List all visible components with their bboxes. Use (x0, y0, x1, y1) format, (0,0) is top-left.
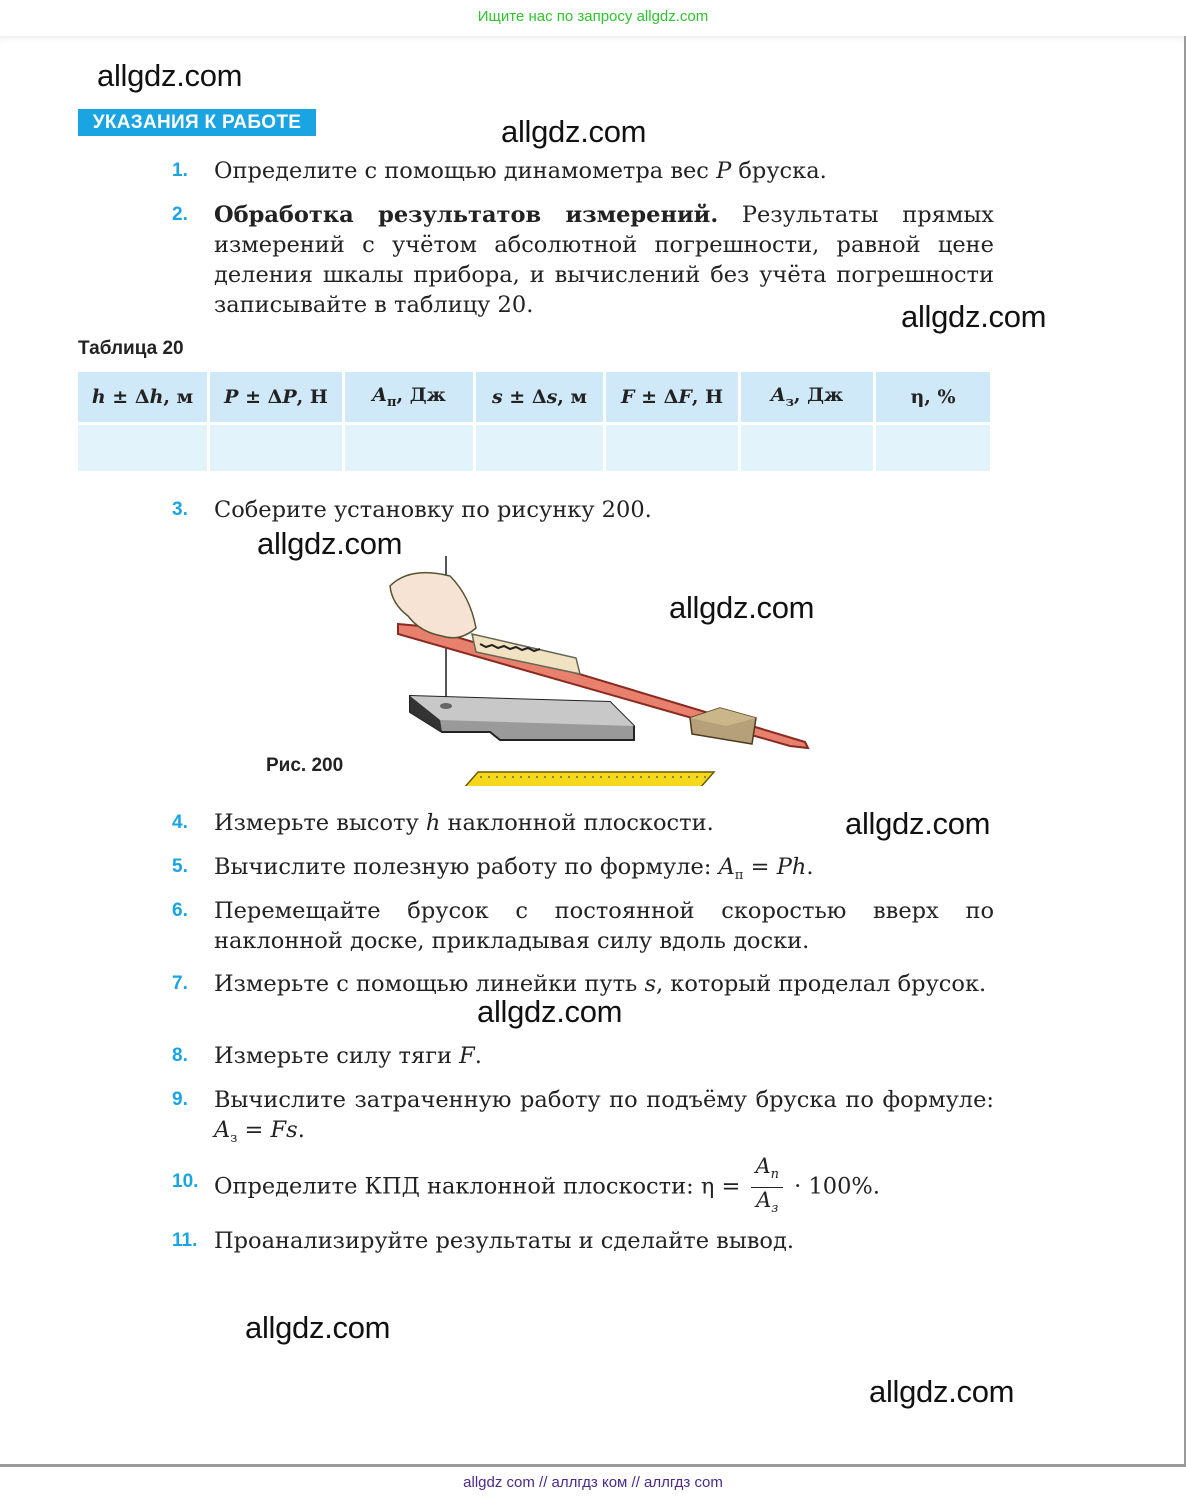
table-row (78, 425, 990, 471)
results-table (75, 372, 993, 471)
table-cell (345, 425, 473, 471)
table-header: F ± ΔF, Н (606, 372, 738, 425)
step-6 (172, 896, 994, 956)
inclined-plane-figure (380, 556, 820, 786)
ruler (464, 772, 714, 786)
step-2 (172, 200, 994, 320)
step-number: 9. (172, 1089, 188, 1110)
table-header: P ± ΔP, Н (210, 372, 342, 425)
top-banner: Ищите нас по запросу allgdz.com (477, 8, 709, 25)
watermark: allgdz.com (901, 299, 1047, 334)
watermark: allgdz.com (477, 994, 623, 1029)
table-cell (476, 425, 603, 471)
table-cell (78, 425, 207, 471)
table-header: $A_п$, Дж (345, 372, 473, 425)
watermark: allgdz.com (869, 1374, 1015, 1409)
step-1 (172, 156, 994, 186)
step-7: 7. Измерьте с помощью линейки путь s, который проделал брусок. (172, 971, 987, 997)
step-number: 7. (172, 973, 188, 994)
step-text: бруска. (731, 158, 827, 184)
bottom-links[interactable]: allgdz com // аллгдз ком // аллгдз com (463, 1474, 723, 1491)
table-header: s ± Δs, м (476, 372, 603, 425)
step-text: Проанализируйте результаты и сделайте вывод. (214, 1228, 794, 1254)
step-4: 4. Измерьте высоту h наклонной плоскости. (172, 810, 714, 836)
step-number: 11. (172, 1230, 198, 1251)
step-3 (172, 495, 994, 525)
table-cell (210, 425, 342, 471)
step-heading: Обработка результатов измерений. (214, 202, 719, 228)
step-10: 10. Определите КПД наклонной плоскости: η = $\frac{A_п}{A_з}$ · 100%. (172, 1154, 994, 1221)
step-number: 8. (172, 1045, 188, 1066)
table-caption: Таблица 20 (78, 338, 184, 359)
table-cell (606, 425, 738, 471)
step-8: 8. Измерьте силу тяги F. (172, 1043, 482, 1069)
table-cell (741, 425, 873, 471)
step-number: 4. (172, 812, 188, 833)
step-9: 9. Вычислите затраченную работу по подъёму бруска по формуле: $A_з = Fs$. (172, 1087, 994, 1146)
watermark: allgdz.com (501, 114, 647, 149)
step-number: 10. (172, 1171, 199, 1192)
watermark: allgdz.com (245, 1310, 391, 1345)
table-header: h ± Δh, м (78, 372, 207, 425)
efficiency-fraction: $\frac{A_п}{A_з}$ (751, 1154, 783, 1221)
step-5: 5. Вычислите полезную работу по формуле: $A_п = Ph$. (172, 854, 814, 883)
watermark: allgdz.com (257, 526, 403, 561)
table-header: $A_з$, Дж (741, 372, 873, 425)
step-number: 6. (172, 900, 188, 921)
step-number: 2. (172, 204, 188, 225)
watermark: allgdz.com (845, 806, 991, 841)
variable: P (716, 158, 732, 184)
step-text: Соберите установку по рисунку 200. (214, 497, 652, 523)
step-number: 1. (172, 160, 188, 181)
table-cell (876, 425, 990, 471)
step-number: 5. (172, 856, 188, 877)
step-number: 3. (172, 499, 188, 520)
step-text: Перемещайте брусок с постоянной скоростью вверх по наклонной доске, прикладывая силу вдоль доски. (214, 898, 994, 954)
step-text: Определите с помощью динамометра вес (214, 158, 717, 184)
step-11 (172, 1226, 994, 1256)
table-header: η, % (876, 372, 990, 425)
step-text: Результаты прямых измерений с учётом абсолютной погрешности, равной цене деления шкалы прибора, и вычислений без учёта погрешности записывайте в таблицу 20. (214, 202, 994, 318)
figure-caption: Рис. 200 (266, 755, 344, 776)
watermark: allgdz.com (669, 590, 815, 625)
textbook-page (0, 36, 1186, 1467)
section-title: УКАЗАНИЯ К РАБОТЕ (78, 109, 316, 136)
watermark: allgdz.com (97, 58, 243, 93)
